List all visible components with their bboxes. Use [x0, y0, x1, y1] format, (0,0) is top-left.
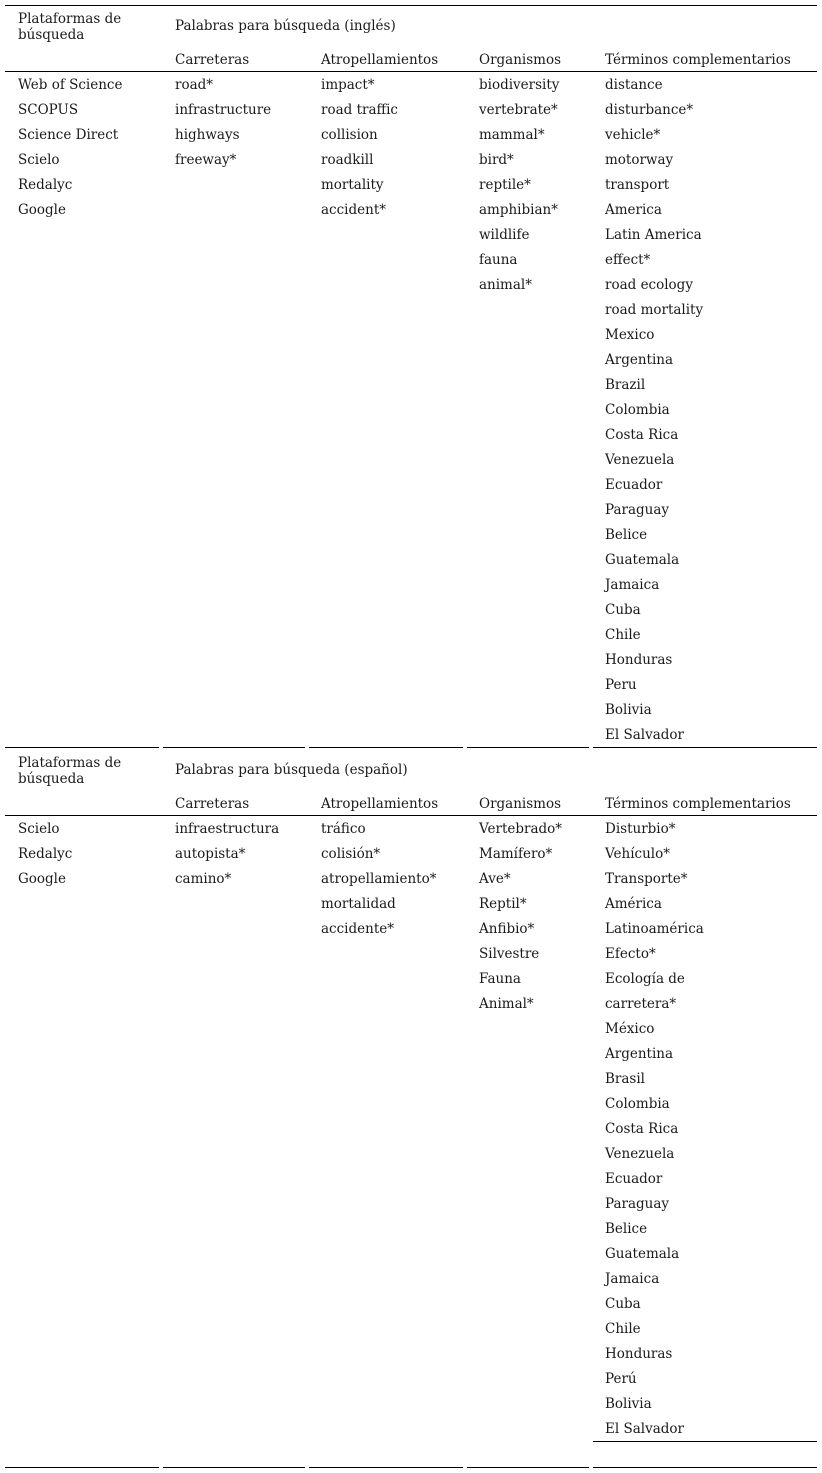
platform-header: Plataformas de búsqueda [18, 755, 122, 787]
list-item: Belice [605, 527, 648, 543]
list-item: camino* [175, 871, 232, 887]
list-item: reptile* [479, 177, 531, 193]
platforms-list [18, 817, 72, 892]
list-item: Vertebrado* [479, 821, 563, 837]
list-item: Chile [605, 627, 641, 643]
list-item: bird* [479, 152, 514, 168]
list-item: Paraguay [605, 1196, 670, 1212]
table-bottom-rule [309, 1467, 463, 1468]
list-item: Mexico [605, 327, 655, 343]
column-header-carreteras: Carreteras [175, 52, 250, 68]
platform-header: Plataformas de búsqueda [18, 11, 122, 43]
list-item: Redalyc [18, 177, 73, 193]
list-item: Mamífero* [479, 846, 553, 862]
list-item: carretera* [605, 996, 677, 1012]
list-item: Ave* [479, 871, 511, 887]
list-item: motorway [605, 152, 674, 168]
platforms-list [18, 73, 122, 223]
list-item: Vehículo* [605, 846, 670, 862]
list-item: mortality [321, 177, 384, 193]
list-item: mortalidad [321, 896, 396, 912]
list-item: collision [321, 127, 378, 143]
list-item: distance [605, 77, 663, 93]
list-item: Argentina [605, 1046, 674, 1062]
list-item: Brasil [605, 1071, 645, 1087]
list-item: atropellamiento* [321, 871, 437, 887]
list-item: Redalyc [18, 846, 73, 862]
column-header-terminos: Términos complementarios [605, 52, 791, 68]
spanish-section [0, 744, 822, 1473]
list-item: accident* [321, 202, 386, 218]
list-item: Jamaica [605, 577, 660, 593]
list-item: Latinoamérica [605, 921, 704, 937]
list-item: Perú [605, 1371, 637, 1387]
list-item: Venezuela [605, 452, 675, 468]
column-header-organismos: Organismos [479, 52, 562, 68]
list-item: road traffic [321, 102, 398, 118]
list-item: Costa Rica [605, 427, 679, 443]
list-item: Colombia [605, 1096, 670, 1112]
list-item: Peru [605, 677, 637, 693]
list-item: Silvestre [479, 946, 540, 962]
list-item: Scielo [18, 821, 60, 837]
column-header-carreteras: Carreteras [175, 796, 250, 812]
list-item: vertebrate* [479, 102, 558, 118]
list-item: Honduras [605, 1346, 673, 1362]
list-item: transport [605, 177, 670, 193]
terminos-list [605, 73, 703, 748]
list-item: México [605, 1021, 655, 1037]
list-item: Paraguay [605, 502, 670, 518]
list-item: animal* [479, 277, 532, 293]
list-item: effect* [605, 252, 651, 268]
list-item: roadkill [321, 152, 374, 168]
list-item: Guatemala [605, 552, 680, 568]
carreteras-list [175, 817, 279, 892]
list-item: Cuba [605, 602, 641, 618]
list-item: Guatemala [605, 1246, 680, 1262]
list-item: America [605, 202, 662, 218]
list-item: wildlife [479, 227, 530, 243]
list-item: América [605, 896, 662, 912]
list-item: El Salvador [605, 1421, 684, 1437]
list-item: Brazil [605, 377, 646, 393]
header-underline [5, 71, 817, 72]
list-item: road* [175, 77, 214, 93]
list-item: Transporte* [605, 871, 688, 887]
list-item: Ecuador [605, 1171, 663, 1187]
list-item: Anfibio* [479, 921, 535, 937]
list-item: El Salvador [605, 727, 684, 743]
list-item: Belice [605, 1221, 648, 1237]
list-item: Costa Rica [605, 1121, 679, 1137]
list-item: Google [18, 202, 66, 218]
list-item: Venezuela [605, 1146, 675, 1162]
table-bottom-rule [467, 1467, 589, 1468]
list-item: Latin America [605, 227, 702, 243]
list-item: Disturbio* [605, 821, 676, 837]
atropellamientos-list [321, 817, 436, 942]
table-bottom-rule [593, 1467, 817, 1468]
carreteras-list [175, 73, 271, 173]
column-header-atropellamientos: Atropellamientos [321, 52, 439, 68]
list-item: colisión* [321, 846, 381, 862]
table-bottom-rule [163, 1467, 305, 1468]
list-item: vehicle* [605, 127, 661, 143]
list-item: Ecuador [605, 477, 663, 493]
header-underline [5, 815, 817, 816]
list-item: Fauna [479, 971, 521, 987]
organismos-list [479, 817, 562, 1017]
list-item: tráfico [321, 821, 366, 837]
list-item: fauna [479, 252, 518, 268]
list-item: Google [18, 871, 66, 887]
list-item: biodiversity [479, 77, 560, 93]
atropellamientos-list [321, 73, 398, 223]
list-item: SCOPUS [18, 102, 79, 118]
list-item: Argentina [605, 352, 674, 368]
list-item: Ecología de [605, 971, 685, 987]
list-item: Jamaica [605, 1271, 660, 1287]
list-item: amphibian* [479, 202, 558, 218]
list-item: impact* [321, 77, 375, 93]
table-bottom-rule [5, 1467, 159, 1468]
terminos-list [605, 817, 704, 1442]
list-item: Animal* [479, 996, 534, 1012]
terminos-end-rule [593, 1441, 817, 1442]
column-header-organismos: Organismos [479, 796, 562, 812]
list-item: infrastructure [175, 102, 272, 118]
list-item: accidente* [321, 921, 394, 937]
list-item: Bolivia [605, 702, 652, 718]
list-item: Bolivia [605, 1396, 652, 1412]
list-item: road ecology [605, 277, 693, 293]
list-item: Scielo [18, 152, 60, 168]
list-item: road mortality [605, 302, 704, 318]
list-item: infraestructura [175, 821, 280, 837]
organismos-list [479, 73, 559, 298]
list-item: Web of Science [18, 77, 123, 93]
list-item: mammal* [479, 127, 545, 143]
list-item: highways [175, 127, 240, 143]
list-item: freeway* [175, 152, 237, 168]
list-item: autopista* [175, 846, 246, 862]
list-item: Reptil* [479, 896, 527, 912]
list-item: disturbance* [605, 102, 694, 118]
list-item: Science Direct [18, 127, 119, 143]
column-header-terminos: Términos complementarios [605, 796, 791, 812]
list-item: Honduras [605, 652, 673, 668]
list-item: Chile [605, 1321, 641, 1337]
list-item: Cuba [605, 1296, 641, 1312]
keywords-header: Palabras para búsqueda (inglés) [175, 18, 396, 34]
list-item: Efecto* [605, 946, 656, 962]
column-header-atropellamientos: Atropellamientos [321, 796, 439, 812]
list-item: Colombia [605, 402, 670, 418]
keywords-header: Palabras para búsqueda (español) [175, 762, 408, 778]
